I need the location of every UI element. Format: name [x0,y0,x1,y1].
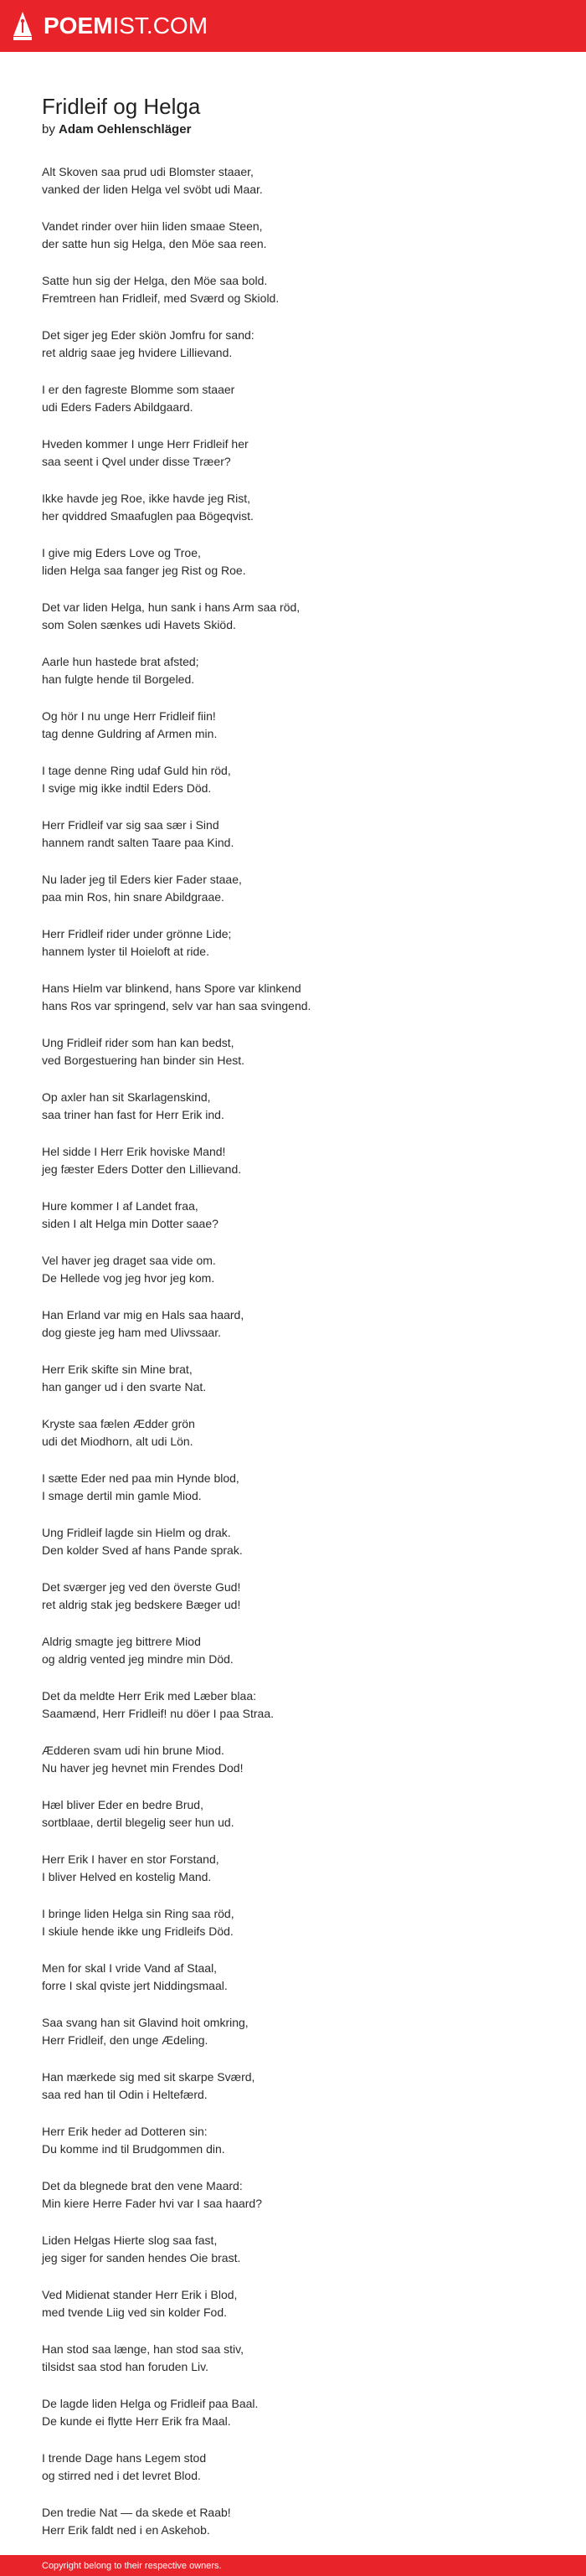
poem-line: siden I alt Helga min Dotter saae? [42,1217,218,1230]
poem-line: hannem lyster til Hoieloft at ride. [42,945,209,958]
poem-line: I svige mig ikke indtil Eders Död. [42,781,212,795]
stanza [42,1143,544,1178]
poem-line: Herr Fridleif var sig saa sær i Sind [42,818,219,832]
stanza [42,817,544,852]
stanza [42,1687,544,1723]
stanza [42,1905,544,1940]
poem-line: Kryste saa fælen Ædder grön [42,1417,195,1430]
stanza [42,762,544,797]
poem-line: Herr Erik I haver en stor Forstand, [42,1852,219,1866]
site-logo-link[interactable] [12,10,208,42]
poem-line: Ædderen svam udi hin brune Miod. [42,1744,224,1757]
stanza [42,2450,544,2485]
poem-line: I smage dertil min gamle Miod. [42,1489,202,1502]
poem-line: forre I skal qviste jert Niddingsmaal. [42,1979,228,1992]
stanza [42,599,544,634]
poem-line: Aarle hun hastede brat afsted; [42,655,199,668]
poem-title: Fridleif og Helga [42,94,201,119]
poem-line: Det siger jeg Eder skiön Jomfru for sand: [42,328,254,342]
poem-line: Ung Fridleif rider som han kan bedst, [42,1036,234,1049]
stanza [42,2395,544,2430]
poem-byline [42,121,544,138]
stanza [42,1306,544,1342]
poem-line: og stirred ned i det levret Blod. [42,2469,201,2482]
poem-line: Han mærkede sig med sit skarpe Sværd, [42,2070,255,2084]
poem-line: Ved Midienat stander Herr Erik i Blod, [42,2288,238,2301]
poem-line: I give mig Eders Love og Troe, [42,546,201,559]
stanza [42,708,544,743]
poem-line: Hveden kommer I unge Herr Fridleif her [42,437,249,451]
byline-prefix: by [42,122,55,137]
poem-line: udi det Miodhorn, alt udi Lön. [42,1435,193,1448]
poem-line: Saamænd, Herr Fridleif! nu döer I paa Straa. [42,1707,275,1720]
stanza [42,980,544,1015]
logo-text-bold: POEM [44,13,113,39]
stanza [42,544,544,580]
poem-line: Hæl bliver Eder en bedre Brud, [42,1798,203,1811]
poem-line: Herr Erik heder ad Dotteren sin: [42,2125,208,2138]
poem-line: Men for skal I vride Vand af Staal, [42,1961,218,1975]
poem-line: I bliver Helved en kostelig Mand. [42,1870,212,1883]
stanza [42,1415,544,1450]
pen-nib-icon [12,11,33,41]
poem-line: Aldrig smagte jeg bittrere Miod [42,1635,201,1648]
stanza [42,1089,544,1124]
poem-line: Herr Erik faldt ned i en Askehob. [42,2523,210,2537]
stanza [42,1851,544,1886]
poem-line: De lagde liden Helga og Fridleif paa Baal. [42,2397,259,2410]
stanza [42,1960,544,1995]
poem-line: Den tredie Nat — da skede et Raab! [42,2506,231,2519]
poem-line: dog gieste jeg ham med Ulivssaar. [42,1326,221,1339]
poem-line: der satte hun sig Helga, den Möe saa reen. [42,237,267,250]
poem-line: han ganger ud i den svarte Nat. [42,1380,207,1394]
poem-line: Min kiere Herre Fader hvi var I saa haard? [42,2197,262,2210]
poem-line: Ikke havde jeg Roe, ikke havde jeg Rist, [42,492,251,505]
poem-line: I bringe liden Helga sin Ring saa röd, [42,1907,234,1920]
poem-line: De kunde ei flytte Herr Erik fra Maal. [42,2414,231,2428]
stanza [42,381,544,416]
poem-line: saa red han til Odin i Heltefærd. [42,2088,208,2101]
poem-line: tilsidst saa stod han foruden Liv. [42,2360,208,2373]
stanza [42,1524,544,1559]
poem-line: Saa svang han sit Glavind hoit omkring, [42,2016,249,2029]
stanza [42,2232,544,2267]
stanza [42,163,544,198]
poem-line: Hel sidde I Herr Erik hoviske Mand! [42,1145,226,1158]
stanza [42,1470,544,1505]
poem-line: Op axler han sit Skarlagenskind, [42,1090,211,1104]
stanza [42,2286,544,2321]
poem-line: I tage denne Ring udaf Guld hin röd, [42,764,231,777]
poem-line: Det da meldte Herr Erik med Læber blaa: [42,1689,256,1703]
site-logo-text [44,10,208,42]
stanza [42,327,544,362]
site-header [0,0,586,52]
stanza [42,2177,544,2213]
stanza [42,1252,544,1287]
poem-line: og aldrig vented jeg mindre min Död. [42,1652,234,1666]
poem-line: paa min Ros, hin snare Abildgraae. [42,890,224,904]
stanza [42,2123,544,2158]
site-footer [0,2555,586,2576]
logo-text-light: IST.COM [112,13,208,39]
poem-line: Fremtreen han Fridleif, med Sværd og Skiold. [42,291,280,305]
poem-line: Herr Erik skifte sin Mine brat, [42,1363,193,1376]
stanza [42,653,544,688]
stanza [42,1579,544,1614]
poem-line: I er den fagreste Blomme som staaer [42,383,235,396]
poem-line: Satte hun sig der Helga, den Möe saa bold. [42,274,268,287]
poem-line: ret aldrig stak jeg bedskere Bæger ud! [42,1598,241,1611]
stanza [42,1198,544,1233]
poem-line: med tvende Liig ved sin kolder Fod. [42,2306,228,2319]
poem-line: vanked der liden Helga vel svöbt udi Maar. [42,183,263,196]
poem-line: jeg fæster Eders Dotter den Lillievand. [42,1162,242,1176]
poem-line: Den kolder Sved af hans Pande sprak. [42,1543,243,1557]
poem-line: Alt Skoven saa prud udi Blomster staaer, [42,165,254,178]
poem-line: Nu lader jeg til Eders kier Fader staae, [42,873,242,886]
stanza [42,925,544,961]
poem-line: Herr Fridleif rider under grönne Lide; [42,927,232,940]
poem-line: hannem randt salten Taare paa Kind. [42,836,234,849]
poem-line: sortblaae, dertil blegelig seer hun ud. [42,1816,234,1829]
poem-line: som Solen sænkes udi Havets Skiöd. [42,618,236,631]
poem-line: Og hör I nu unge Herr Fridleif fiin! [42,709,216,723]
poem-line: Du komme ind til Brudgommen din. [42,2142,225,2156]
poem-line: Ung Fridleif lagde sin Hielm og drak. [42,1526,231,1539]
poem-line: Vandet rinder over hiin liden smaae Steen, [42,219,263,233]
poem-body [42,163,544,2539]
stanza [42,490,544,525]
poem-line: udi Eders Faders Abildgaard. [42,400,193,414]
poem-line: liden Helga saa fanger jeg Rist og Roe. [42,564,246,577]
stanza [42,435,544,471]
poem-line: Det sværger jeg ved den överste Gud! [42,1580,241,1594]
stanza [42,2341,544,2376]
stanza [42,272,544,307]
poem-line: Det var liden Helga, hun sank i hans Arm saa röd, [42,600,301,614]
poem-line: hans Ros var springend, selv var han saa svingend. [42,999,311,1012]
poem-line: Han stod saa længe, han stod saa stiv, [42,2342,244,2356]
stanza [42,1361,544,1396]
stanza [42,1796,544,1832]
author-name[interactable]: Adam Oehlenschläger [59,122,192,137]
poem-line: Herr Fridleif, den unge Ædeling. [42,2033,208,2047]
poem-line: han fulgte hende til Borgeled. [42,672,195,686]
poem-line: Vel haver jeg draget saa vide om. [42,1254,216,1267]
poem-line: Det da blegnede brat den vene Maard: [42,2179,243,2192]
poem-line: Hans Hielm var blinkend, hans Spore var klinkend [42,981,301,995]
poem-line: ret aldrig saae jeg hvidere Lillievand. [42,346,233,359]
stanza [42,871,544,906]
stanza [42,2014,544,2049]
poem-line: I skiule hende ikke ung Fridleifs Död. [42,1924,234,1938]
stanza [42,218,544,253]
poem-line: saa triner han fast for Herr Erik ind. [42,1108,224,1121]
poem-line: De Hellede vog jeg hvor jeg kom. [42,1271,215,1285]
poem-line: Han Erland var mig en Hals saa haard, [42,1308,244,1321]
stanza [42,1742,544,1777]
poem-content [42,94,544,2558]
stanza [42,2504,544,2539]
poem-line: ved Borgestuering han binder sin Hest. [42,1054,245,1067]
poem-line: jeg siger for sanden hendes Oie brast. [42,2251,241,2264]
poem-line: tag denne Guldring af Armen min. [42,727,218,740]
stanza [42,1633,544,1668]
poem-line: Liden Helgas Hierte slog saa fast, [42,2233,218,2247]
footer-copyright: Copyright belong to their respective owners. [42,2561,222,2571]
poem-line: Hure kommer I af Landet fraa, [42,1199,198,1213]
poem-line: I sætte Eder ned paa min Hynde blod, [42,1471,239,1485]
poem-line: her qviddred Smaafuglen paa Bögeqvist. [42,509,254,523]
poem-line: saa seent i Qvel under disse Træer? [42,455,231,468]
poem-line: Nu haver jeg hevnet min Frendes Dod! [42,1761,244,1775]
stanza [42,2069,544,2104]
stanza [42,1034,544,1069]
poem-line: I trende Dage hans Legem stod [42,2451,207,2465]
